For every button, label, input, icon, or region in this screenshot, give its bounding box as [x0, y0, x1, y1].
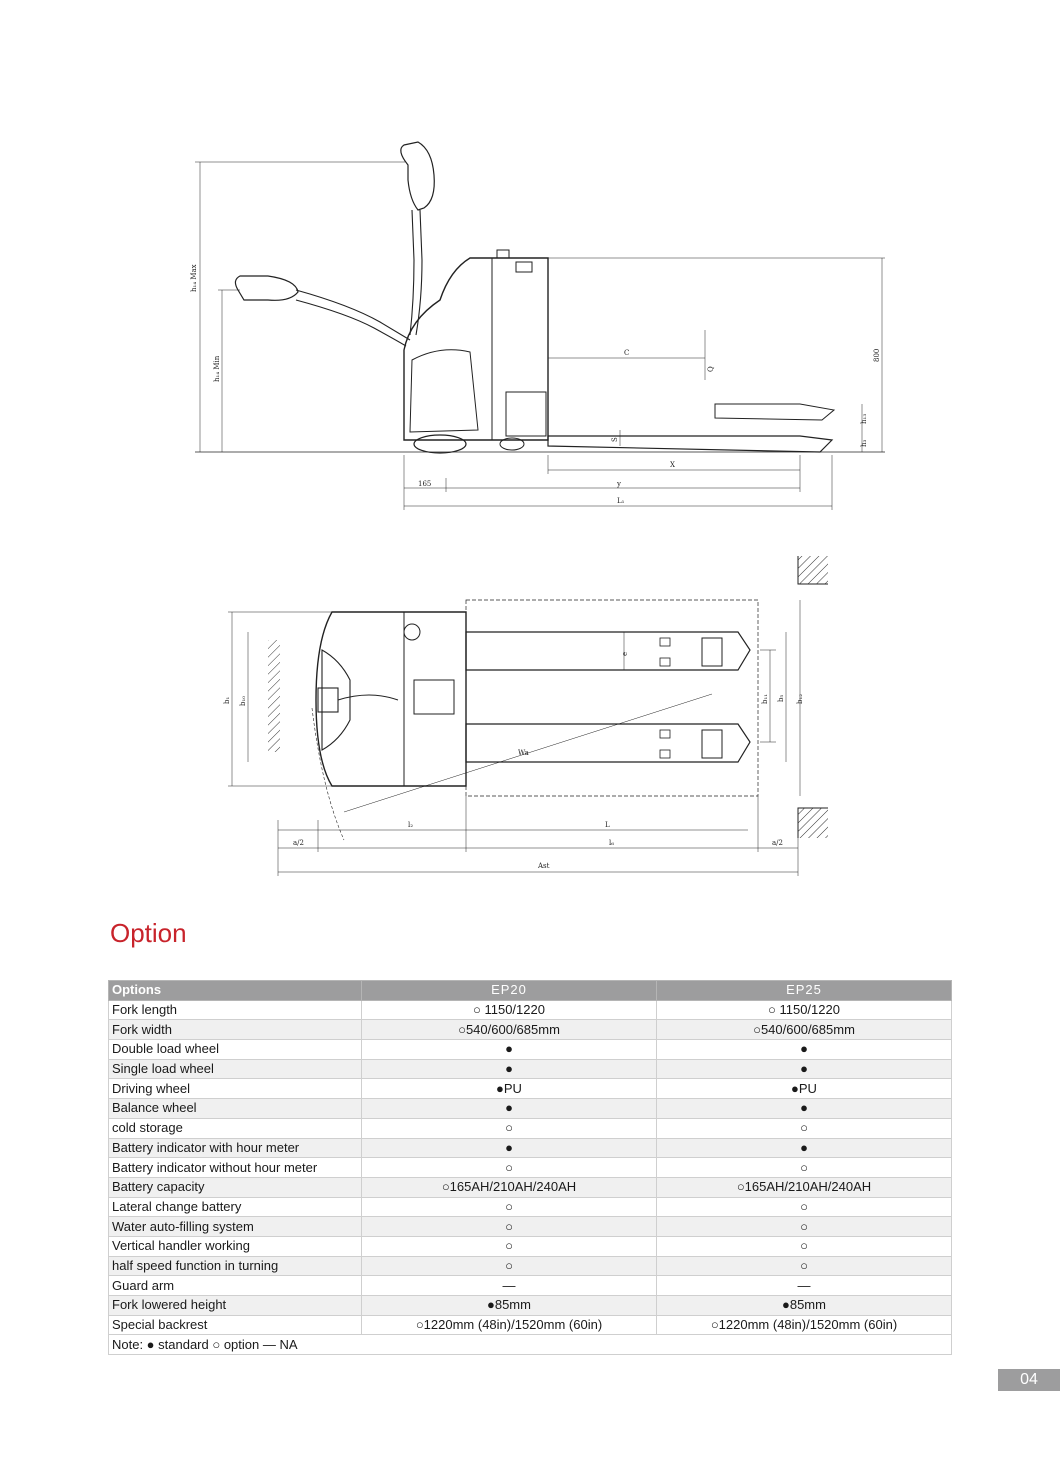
label-a2-left: a/2: [293, 839, 304, 847]
label-h14-min: h₁₄ Min: [213, 355, 221, 382]
ep25-value-cell: ○165AH/210AH/240AH: [657, 1177, 952, 1197]
ep25-value-cell: ●85mm: [657, 1296, 952, 1316]
table-header-row: [109, 981, 952, 1001]
option-name-cell: Battery capacity: [109, 1177, 362, 1197]
table-row: [109, 1118, 952, 1138]
ep20-value-cell: ○: [362, 1217, 657, 1237]
options-table: [108, 980, 952, 1355]
label-h3: h₃: [860, 439, 868, 447]
option-name-cell: Special backrest: [109, 1315, 362, 1335]
ep25-value-cell: ○: [657, 1256, 952, 1276]
table-row: [109, 1079, 952, 1099]
table-note-row: [109, 1335, 952, 1355]
option-name-cell: Double load wheel: [109, 1040, 362, 1060]
table-row: [109, 1020, 952, 1040]
option-name-cell: half speed function in turning: [109, 1256, 362, 1276]
ep20-value-cell: ○: [362, 1236, 657, 1256]
ep20-value-cell: ○: [362, 1158, 657, 1178]
ep20-value-cell: ○1220mm (48in)/1520mm (60in): [362, 1315, 657, 1335]
option-name-cell: Battery indicator with hour meter: [109, 1138, 362, 1158]
option-name-cell: Lateral change battery: [109, 1197, 362, 1217]
ep25-value-cell: ○540/600/685mm: [657, 1020, 952, 1040]
label-x: X: [670, 461, 675, 469]
ep20-value-cell: ○540/600/685mm: [362, 1020, 657, 1040]
dimension-labels: [190, 264, 881, 870]
option-name-cell: Single load wheel: [109, 1059, 362, 1079]
table-row: [109, 1177, 952, 1197]
label-y: y: [617, 480, 621, 488]
ep20-value-cell: ●: [362, 1059, 657, 1079]
ep25-value-cell: ○: [657, 1158, 952, 1178]
ep25-value-cell: ●: [657, 1099, 952, 1119]
header-ep25: EP25: [657, 981, 952, 1001]
ep20-value-cell: ○: [362, 1256, 657, 1276]
ep25-value-cell: ○: [657, 1197, 952, 1217]
label-b10: b₁₀: [239, 695, 247, 706]
header-ep20: EP20: [362, 981, 657, 1001]
ep25-value-cell: ○1220mm (48in)/1520mm (60in): [657, 1315, 952, 1335]
ep25-value-cell: ○: [657, 1217, 952, 1237]
ep25-value-cell: ●: [657, 1059, 952, 1079]
ep20-value-cell: ●PU: [362, 1079, 657, 1099]
header-options: Options: [109, 981, 362, 1001]
table-row: [109, 1040, 952, 1060]
page-number: 04: [998, 1369, 1060, 1391]
ep20-value-cell: ○: [362, 1118, 657, 1138]
ep25-value-cell: ○ 1150/1220: [657, 1000, 952, 1020]
label-800: 800: [873, 348, 881, 362]
label-l2: l₂: [408, 821, 414, 829]
ep25-value-cell: ○: [657, 1236, 952, 1256]
ep20-value-cell: ○165AH/210AH/240AH: [362, 1177, 657, 1197]
label-b12: b₁₂: [796, 693, 804, 704]
ep25-value-cell: ○: [657, 1118, 952, 1138]
table-row: [109, 1059, 952, 1079]
table-row: [109, 1236, 952, 1256]
options-table-body: [109, 1000, 952, 1335]
label-165: 165: [418, 480, 432, 488]
option-name-cell: cold storage: [109, 1118, 362, 1138]
label-a2-right: a/2: [772, 839, 783, 847]
option-name-cell: Fork length: [109, 1000, 362, 1020]
label-q: Q: [707, 366, 715, 372]
label-l: L: [605, 821, 610, 829]
label-s: S: [611, 437, 619, 442]
label-e: e: [621, 651, 629, 656]
label-ast: Ast: [538, 862, 550, 870]
ep20-value-cell: ○: [362, 1197, 657, 1217]
option-name-cell: Battery indicator without hour meter: [109, 1158, 362, 1178]
option-name-cell: Vertical handler working: [109, 1236, 362, 1256]
table-row: [109, 1197, 952, 1217]
ep20-value-cell: ●: [362, 1099, 657, 1119]
option-name-cell: Fork width: [109, 1020, 362, 1040]
table-row: [109, 1000, 952, 1020]
ep20-value-cell: —: [362, 1276, 657, 1296]
table-row: [109, 1099, 952, 1119]
top-view-drawing: [228, 556, 828, 876]
table-row: [109, 1315, 952, 1335]
table-row: [109, 1217, 952, 1237]
label-h13: h₁₃: [860, 413, 868, 424]
table-row: [109, 1256, 952, 1276]
label-b5: b₅: [777, 694, 785, 702]
section-title-option: Option: [110, 918, 187, 948]
label-b1: b₁: [223, 696, 231, 704]
ep25-value-cell: ●PU: [657, 1079, 952, 1099]
option-name-cell: Balance wheel: [109, 1099, 362, 1119]
table-row: [109, 1276, 952, 1296]
table-row: [109, 1296, 952, 1316]
ep20-value-cell: ●85mm: [362, 1296, 657, 1316]
label-l1: L₁: [617, 497, 625, 505]
label-h14-max: h₁₄ Max: [190, 264, 198, 292]
table-row: [109, 1138, 952, 1158]
label-wa: Wa: [518, 749, 529, 757]
option-name-cell: Water auto-filling system: [109, 1217, 362, 1237]
table-note: Note: ● standard ○ option — NA: [109, 1335, 952, 1355]
label-b11: b₁₁: [761, 693, 769, 704]
ep25-value-cell: ●: [657, 1138, 952, 1158]
label-l6: l₆: [609, 839, 615, 847]
ep25-value-cell: ●: [657, 1040, 952, 1060]
option-name-cell: Fork lowered height: [109, 1296, 362, 1316]
option-name-cell: Guard arm: [109, 1276, 362, 1296]
ep20-value-cell: ●: [362, 1138, 657, 1158]
option-name-cell: Driving wheel: [109, 1079, 362, 1099]
ep20-value-cell: ○ 1150/1220: [362, 1000, 657, 1020]
table-row: [109, 1158, 952, 1178]
ep20-value-cell: ●: [362, 1040, 657, 1060]
ep25-value-cell: —: [657, 1276, 952, 1296]
label-c: C: [624, 349, 630, 357]
side-view-drawing: [195, 142, 885, 510]
